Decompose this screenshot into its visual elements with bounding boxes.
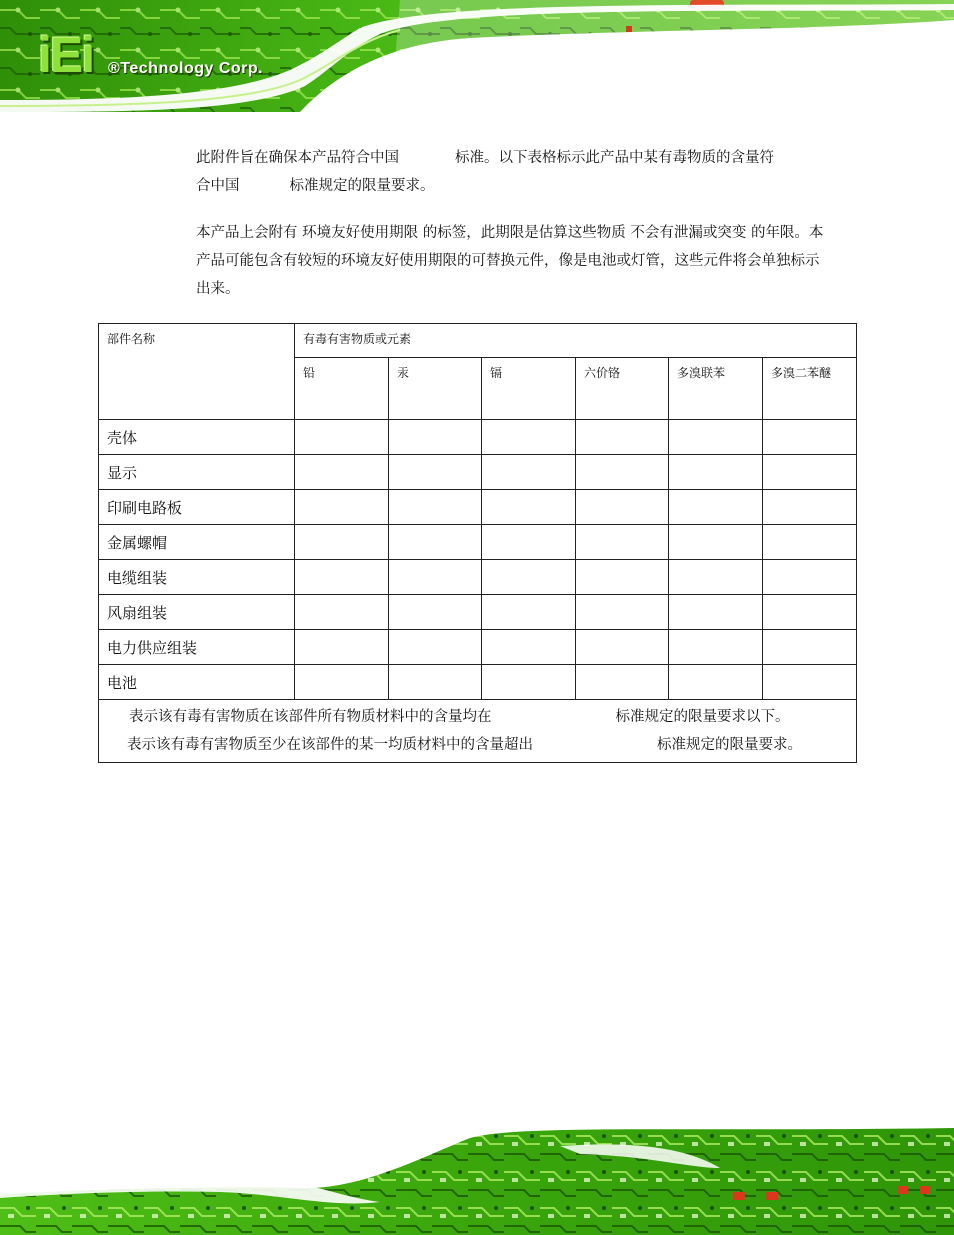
company-logo xyxy=(38,27,298,83)
table-row xyxy=(99,560,857,595)
table-row xyxy=(99,595,857,630)
page-footer-banner xyxy=(0,1128,954,1235)
table-row xyxy=(99,665,857,700)
pcb-footer-graphic xyxy=(0,1128,954,1235)
intro-p2-part-f: 年限。本产品可能包含有较短的环境友好使用期限的可替换元件，像是电池或灯管，这些元件将会单独标示出来。 xyxy=(196,225,824,297)
substance-lead: 铅 xyxy=(295,358,389,420)
table-row xyxy=(99,490,857,525)
part-name-header: 部件名称 xyxy=(99,324,295,420)
page-header-banner xyxy=(0,0,954,112)
substance-pbb: 多溴联苯 xyxy=(669,358,763,420)
hazardous-substance-table xyxy=(98,323,857,763)
logo-company-name: ®Technology Corp. xyxy=(108,60,264,77)
note-1-text-b: 标准规定的限量要求以下。 xyxy=(615,709,790,725)
intro-p2-part-c: 的标签，此期限是估算这些物质 xyxy=(422,225,626,241)
intro-p1-part-d: 标准规定的限量要求。 xyxy=(289,178,435,194)
intro-p1-part-c: 合中国 xyxy=(196,178,240,194)
substance-mercury: 汞 xyxy=(389,358,482,420)
logo-mark: iEi xyxy=(38,27,94,83)
part-name-cell: 电缆组装 xyxy=(99,560,295,595)
note-2-text-b: 标准规定的限量要求。 xyxy=(657,737,802,753)
table-row xyxy=(99,420,857,455)
intro-paragraph-2 xyxy=(196,219,826,303)
part-name-cell: 金属螺帽 xyxy=(99,525,295,560)
intro-p2-part-d: 不会有泄漏或突变 xyxy=(630,225,747,241)
table-row xyxy=(99,630,857,665)
table-header-row xyxy=(99,324,857,358)
substance-cadmium: 镉 xyxy=(482,358,576,420)
part-name-cell: 印刷电路板 xyxy=(99,490,295,525)
table-row xyxy=(99,455,857,490)
intro-p1-part-b: 标准。以下表格标示此产品中某有毒物质的含量符 xyxy=(455,150,774,166)
part-name-cell: 显示 xyxy=(99,455,295,490)
substance-header: 有毒有害物质或元素 xyxy=(295,324,857,358)
part-name-cell: 风扇组装 xyxy=(99,595,295,630)
substance-pbde: 多溴二苯醚 xyxy=(763,358,857,420)
intro-p2-part-e: 的 xyxy=(750,225,766,241)
note-line-2 xyxy=(127,731,848,759)
note-1-text-a: 表示该有毒有害物质在该部件所有物质材料中的含量均在 xyxy=(129,709,492,725)
substance-hexavalent-chromium: 六价铬 xyxy=(576,358,669,420)
part-name-cell: 电池 xyxy=(99,665,295,700)
part-name-cell: 电力供应组装 xyxy=(99,630,295,665)
intro-paragraph-1 xyxy=(196,144,826,200)
table-notes xyxy=(99,700,857,763)
note-2-text-a: 表示该有毒有害物质至少在该部件的某一均质材料中的含量超出 xyxy=(127,737,533,753)
note-line-1 xyxy=(129,703,848,731)
intro-p1-part-a: 此附件旨在确保本产品符合中国 xyxy=(196,150,399,166)
table-notes-row xyxy=(99,700,857,763)
table-row xyxy=(99,525,857,560)
part-name-cell: 壳体 xyxy=(99,420,295,455)
intro-p2-part-b: 环境友好使用期限 xyxy=(302,225,419,241)
intro-p2-part-a: 本产品上会附有 xyxy=(196,225,298,241)
